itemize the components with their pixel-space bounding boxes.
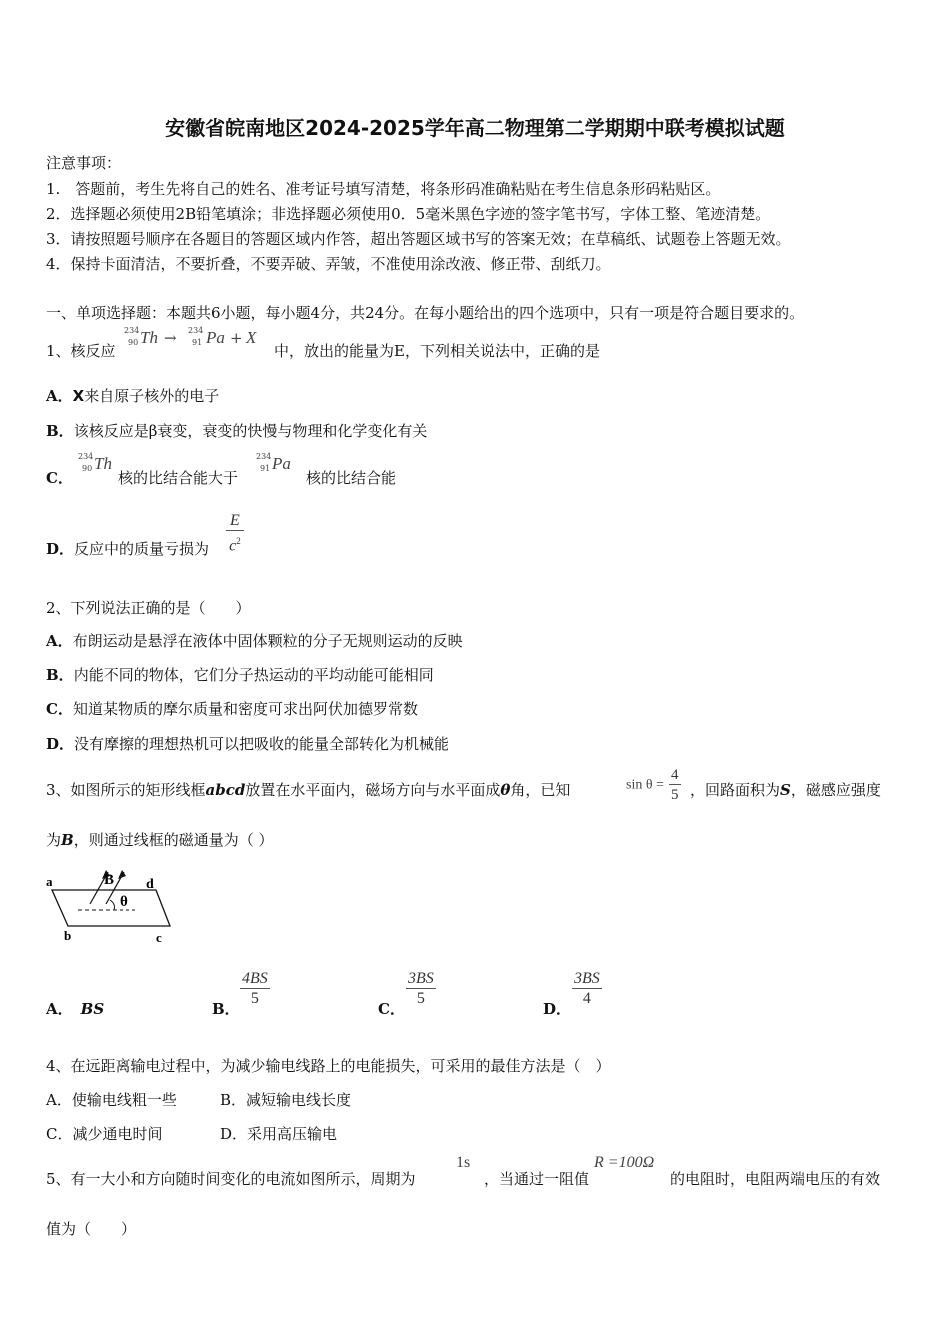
q1-nuclear-equation [122, 326, 272, 354]
q1-stem-suffix: 中，放出的能量为E，下列相关说法中，正确的是 [274, 342, 600, 360]
angle-arc [110, 900, 115, 910]
q4-option-d: D．采用高压输电 [220, 1125, 338, 1143]
note-item: 1. 答题前，考生先将自己的姓名、准考证号填写清楚，将条形码准确粘贴在考生信息条形码粘贴区。 [46, 180, 721, 198]
field-arrow [118, 870, 126, 879]
q1-option-c-mid: 核的比结合能大于 [118, 469, 239, 487]
q5-stem-line2: 值为（ ） [46, 1220, 137, 1238]
q3-option-a: A． BS [46, 1000, 105, 1018]
q1-stem-prefix: 1、核反应 [46, 342, 116, 360]
section-heading: 一、单项选择题：本题共6小题，每小题4分，共24分。在每小题给出的四个选项中，只有一项是符合题目要求的。 [46, 304, 805, 322]
pa-atomic-number: 91 [192, 338, 203, 347]
q4-option-b: B．减短输电线长度 [220, 1091, 352, 1109]
q3-option-c-label: C． [378, 1000, 405, 1018]
q3-frame-diagram [44, 864, 174, 946]
arrow-symbol: → [164, 329, 177, 347]
note-item: 4．保持卡面清洁，不要折叠，不要弄破、弄皱，不准使用涂改液、修正带、刮纸刀。 [46, 255, 611, 273]
q1-option-c-label: C． [46, 469, 73, 487]
th-symbol: Th [140, 328, 158, 347]
q3-option-d-fraction: $\frac{3BS}{4}$ [574, 970, 600, 1007]
q1-option-c-pa: 234 91 Pa [256, 452, 291, 473]
q1-option-a: A．X来自原子核外的电子 [46, 387, 220, 405]
q5-stem-part3: 的电阻时，电阻两端电压的有效 [670, 1170, 881, 1188]
q5-resistance: R =100Ω [594, 1154, 655, 1171]
q4-stem: 4、在远距离输电过程中，为减少输电线路上的电能损失，可采用的最佳方法是（ ） [46, 1057, 611, 1075]
q4-option-c: C．减少通电时间 [46, 1125, 163, 1143]
q3-option-b-label: B． [212, 1000, 240, 1018]
q2-option-c: C．知道某物质的摩尔质量和密度可求出阿伏加德罗常数 [46, 700, 418, 718]
q3-option-c-fraction: $\frac{3BS}{5}$ [408, 970, 434, 1007]
vertex-label-a: a [46, 874, 53, 889]
q1-option-d: D．反应中的质量亏损为 [46, 540, 210, 558]
q2-option-a: A．布朗运动是悬浮在液体中固体颗粒的分子无规则运动的反映 [46, 632, 463, 650]
pa-mass-number: 234 [188, 326, 204, 335]
q5-period: 1s [456, 1154, 471, 1171]
notes-heading: 注意事项： [46, 154, 122, 172]
th-atomic-number: 90 [128, 338, 139, 347]
q5-stem-part1: 5、有一大小和方向随时间变化的电流如图所示，周期为 [46, 1170, 416, 1188]
q3-option-b-fraction: $\frac{4BS}{5}$ [242, 970, 268, 1007]
vertex-label-b: b [64, 928, 72, 943]
vertex-label-d: d [146, 877, 154, 892]
q2-option-d: D．没有摩擦的理想热机可以把吸收的能量全部转化为机械能 [46, 735, 450, 753]
q3-stem-line1: 3、如图所示的矩形线框abcd放置在水平面内，磁场方向与水平面成θ角，已知 [46, 781, 571, 799]
q3-stem-line1-end: ，回路面积为S，磁感应强度 [690, 781, 881, 799]
q4-option-a: A．使输电线粗一些 [46, 1091, 177, 1109]
field-label-b: B [104, 872, 115, 888]
q1-option-c-th: 234 90 Th [78, 452, 112, 473]
q5-stem-part2: ，当通过一阻值 [484, 1170, 590, 1188]
q3-stem-line2: 为B，则通过线框的磁通量为（ ） [46, 831, 274, 849]
q3-sin-expression: sin θ = $\frac{4}{5}$ [626, 767, 679, 803]
th-mass-number: 234 [124, 326, 140, 335]
q1-option-d-fraction: $\frac{E}{c^2}$ [226, 512, 244, 556]
plus-symbol: + [230, 329, 243, 347]
q1-option-c-end: 核的比结合能 [306, 469, 397, 487]
note-item: 2．选择题必须使用2B铅笔填涂；非选择题必须使用0．5毫米黑色字迹的签字笔书写，字体工整、笔迹清楚。 [46, 205, 771, 223]
q1-option-b: B．该核反应是β衰变，衰变的快慢与物理和化学变化有关 [46, 422, 428, 440]
q2-option-b: B．内能不同的物体，它们分子热运动的平均动能可能相同 [46, 666, 434, 684]
q2-stem: 2、下列说法正确的是（ ） [46, 599, 251, 617]
pa-symbol: Pa [206, 328, 225, 347]
page-title: 安徽省皖南地区2024-2025学年高二物理第二学期期中联考模拟试题 [165, 116, 785, 140]
angle-label-theta: θ [120, 894, 128, 910]
q3-option-d-label: D． [543, 1000, 572, 1018]
note-item: 3．请按照题号顺序在各题目的答题区域内作答，超出答题区域书写的答案无效；在草稿纸、试题卷上答题无效。 [46, 230, 791, 248]
x-symbol: X [246, 328, 257, 347]
vertex-label-c: c [156, 930, 162, 945]
